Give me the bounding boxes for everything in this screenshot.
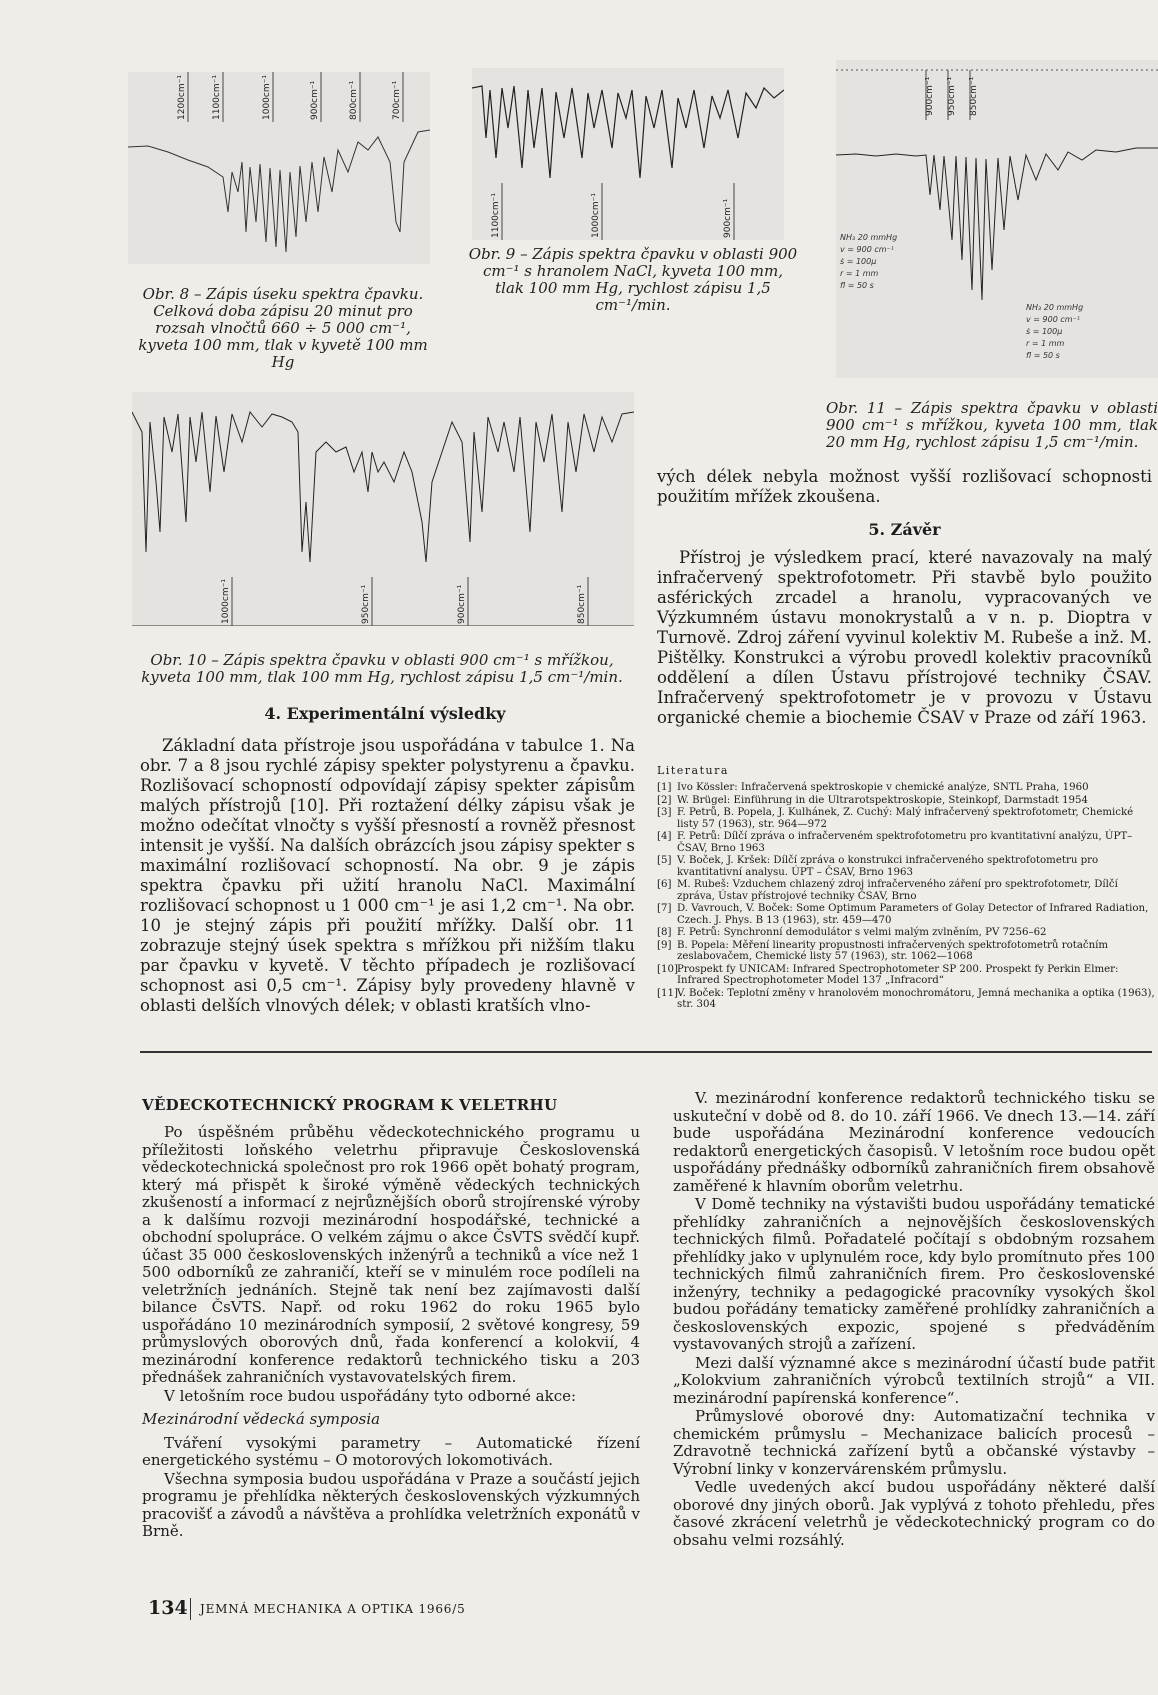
- fig11-trace: [836, 148, 1158, 300]
- reference-number: [4]: [657, 831, 672, 842]
- reference-number: [8]: [657, 927, 672, 938]
- footer-separator: [190, 1598, 191, 1620]
- reference-text: W. Brügel: Einführung in die Ultrarotspektroskopie, Steinkopf, Darmstadt 1954: [677, 794, 1088, 806]
- article-2-paragraph: V letošním roce budou uspořádány tyto odborné akce:: [164, 1386, 577, 1405]
- section-4-continuation: [657, 467, 1152, 507]
- fig11-note1-line2: v = 900 cm⁻¹: [840, 245, 894, 254]
- reference-number: [2]: [657, 794, 672, 806]
- figure-10-label: Obr. 10: [150, 651, 207, 669]
- fig11-note2-line5: fl = 50 s: [1026, 351, 1060, 360]
- fig8-trace: [128, 130, 430, 252]
- figure-9-spectrum: [472, 68, 784, 240]
- fig8-tick-900: 900cm⁻¹: [310, 80, 320, 120]
- fig10-trace: [132, 412, 634, 562]
- reference-text: D. Vavrouch, V. Boček: Some Optimum Parameters of Golay Detector of Infrared Radiation, Czech. J. Phys. B 13 (1963), str. 459—470: [677, 903, 1149, 926]
- fig11-tick-950: 950cm⁻¹: [947, 76, 957, 116]
- fig10-tick-1000: 1000cm⁻¹: [221, 579, 231, 624]
- reference-number: [3]: [657, 807, 672, 818]
- section-4-paragraph: Základní data přístroje jsou uspořádána v tabulce 1. Na obr. 7 a 8 jsou rychlé zápisy spekter polystyrenu a čpavku. Rozlišovací schopností odpovídají zápisy spekter zápisům malých přístrojů [10]. Při roztažení délky zápisu však je možno odečítat vlnočty s vyšší přesností a rovněž přesnost intensit je vyšší. Na dalších obrázcích jsou zápisy spekter s maximální rozlišovací schopností. Na obr. 9 je zápis spektra čpavku při užití hranolu NaCl. Maximální rozlišovací schopnost u 1 000 cm⁻¹ je asi 1,2 cm⁻¹. Na obr. 10 je stejný zápis při použití mřížky. Další obr. 11 zobrazuje stejný úsek spektra s mřížkou při nižším tlaku par čpavku v kyvetě. V těchto případech je rozlišovací schopnost asi 0,5 cm⁻¹. Zápisy byly provedeny hlavně v oblasti delších vlnových délek; v oblasti kratších vlno-: [140, 736, 635, 1015]
- article-2-right-column: [673, 1090, 1155, 1550]
- literature-list: [657, 782, 1155, 1012]
- fig11-tick-900: 900cm⁻¹: [925, 76, 935, 116]
- fig10-tick-850: 850cm⁻¹: [577, 584, 587, 624]
- article-2-paragraph: Vedle uvedených akcí budou uspořádány některé další oborové dny jiných oborů. Jak vyplývá z tohoto přehledu, přes časové zkrácení veletrhů je vědeckotechnický program co do obsahu velmi rozsáhlý.: [673, 1478, 1155, 1549]
- section-5-heading: 5. Závěr: [868, 520, 941, 539]
- section-5-paragraph: Přístroj je výsledkem prací, které navazovaly na malý infračervený spektrofotometr. Při stavbě bylo použito asférických zrcadel a hranolu, vypracovaných ve Výzkumném ústavu monokrystalů a v n. p. Dioptra v Turnově. Zdroj záření vyvinul kolektiv M. Rubeše a inž. M. Pištělky. Konstrukci a výrobu provedl kolektiv pracovníků oddělení a dílen Ústavu přístrojové techniky ČSAV. Infračervený spektrofotometr je v provozu v Ústavu organické chemie a biochemie ČSAV v Praze od září 1963.: [657, 548, 1152, 727]
- figure-9-caption: [468, 246, 798, 314]
- reference-text: B. Popela: Měření linearity propustnosti infračervených spektrofotometrů rotačním zeslabovačem, Chemické listy 57 (1963), str. 1062—1068: [677, 939, 1109, 962]
- reference-number: [10]: [657, 963, 678, 975]
- reference-item: [657, 903, 1155, 926]
- reference-number: [5]: [657, 855, 672, 866]
- figure-10-caption: [132, 652, 632, 686]
- fig11-note1-line5: fl = 50 s: [840, 281, 874, 290]
- article-2-paragraph: V. mezinárodní konference redaktorů technického tisku se uskuteční v době od 8. do 10. září 1966. Ve dnech 13.—14. září bude uspořádána Mezinárodní konference vedoucích redaktorů energetických časopisů. V letošním roce budou opět uspořádány přednášky odborníků zahraničních firem obsahově zaměřené k hlavním oborům veletrhu.: [673, 1089, 1155, 1195]
- fig8-tick-1200: 1200cm⁻¹: [177, 75, 187, 120]
- reference-text: F. Petrů, B. Popela, J. Kulhánek, Z. Cuchý: Malý infračervený spektrofotometr, Chemické listy 57 (1963), str. 964—972: [677, 807, 1134, 830]
- article-2-paragraph: Všechna symposia budou uspořádána v Praze a součástí jejich programu je přehlídka některých československých výzkumných pracovišť a závodů a návštěva a prohlídka veletržních exponátů v Brně.: [142, 1469, 640, 1540]
- reference-text: V. Boček: Teplotní změny v hranolovém monochromátoru, Jemná mechanika a optika (1963), str. 304: [677, 987, 1155, 1010]
- reference-item: [657, 879, 1155, 902]
- fig11-note2-line4: r = 1 mm: [1026, 339, 1065, 348]
- fig8-tick-1100: 1100cm⁻¹: [212, 75, 222, 120]
- fig11-note1-line3: ṡ = 100μ: [840, 257, 877, 266]
- fig10-tick-900: 900cm⁻¹: [457, 584, 467, 624]
- article-2-paragraph: Mezi další významné akce s mezinárodní účastí bude patřit „Kolokvium zahraničních výrobců textilních strojů“ a VII. mezinárodní papírenská konference“.: [673, 1353, 1155, 1407]
- figure-11-caption: [826, 400, 1158, 451]
- journal-name: JEMNÁ MECHANIKA A OPTIKA 1966/5: [200, 1602, 466, 1616]
- reference-number: [6]: [657, 879, 672, 890]
- figure-11-label: Obr. 11: [826, 399, 886, 417]
- reference-number: [1]: [657, 782, 672, 793]
- figure-11-spectrum: [836, 60, 1158, 378]
- reference-number: [7]: [657, 903, 672, 914]
- reference-text: F. Petrů: Synchronní demodulátor s velmi malým zvlněním, PV 7256–62: [677, 927, 1047, 938]
- fig9-tick-1100: 1100cm⁻¹: [491, 193, 501, 238]
- reference-number: [11]: [657, 987, 678, 999]
- reference-text: Prospekt fy UNICAM: Infrared Spectrophotometer SP 200. Prospekt fy Perkin Elmer: Infrared Spectrophotometer Model 137 „Infracord“: [677, 963, 1119, 986]
- reference-item: [657, 807, 1155, 830]
- reference-item: [657, 795, 1155, 807]
- reference-item: [657, 964, 1155, 987]
- figure-8-spectrum: [128, 72, 430, 264]
- figure-10-spectrum: [132, 392, 634, 626]
- article-2-paragraph: Po úspěšném průběhu vědeckotechnického programu u příležitosti loňského veletrhu připravuje Československá vědeckotechnická společnost pro rok 1966 opět bohatý program, který má přispět k široké výměně vědeckých technických zkušeností a informací z nejrůznějších oborů strojírenské výroby a k dalšímu rozvoji mezinárodní hospodářské, technické a obchodní spolupráce. O velkém zájmu o akce ČsVTS svědčí kupř. účast 35 000 československých inženýrů a techniků a více než 1 500 odborníků ze zahraničí, kteří se v minulém roce podíleli na veletržních jednáních. Stejně tak není bez zajímavosti další bilance ČsVTS. Např. od roku 1962 do roku 1965 bylo uspořádáno 10 mezinárodních symposií, 2 světové kongresy, 59 průmyslových oborových dnů, řada konferencí a kolokvií, 4 mezinárodní konference redaktorů technického tisku a 203 přednášek zahraničních vystavovatelských firem.: [142, 1123, 640, 1386]
- figure-9-label: Obr. 9: [468, 245, 516, 263]
- fig11-note1-line4: r = 1 mm: [840, 269, 879, 278]
- reference-text: Ivo Kössler: Infračervená spektroskopie v chemické analýze, SNTL Praha, 1960: [677, 782, 1089, 793]
- reference-item: [657, 855, 1155, 878]
- section-4-body: [140, 736, 635, 1016]
- section-5-body: [657, 548, 1152, 728]
- reference-number: [9]: [657, 939, 672, 951]
- fig11-note2-line2: v = 900 cm⁻¹: [1026, 315, 1080, 324]
- reference-text: F. Petrů: Dílčí zpráva o infračerveném spektrofotometru pro kvantitativní analýzu, ÚPT–ČSAV, Brno 1963: [677, 831, 1133, 854]
- section-4-continuation-text: vých délek nebyla možnost vyšší rozlišovací schopnosti použitím mřížek zkoušena.: [657, 467, 1152, 506]
- fig8-tick-1000: 1000cm⁻¹: [262, 75, 272, 120]
- page-number: 134: [148, 1597, 188, 1619]
- reference-text: V. Boček, J. Kršek: Dílčí zpráva o konstrukci infračerveného spektrofotometru pro kvantitativní analysu. ÚPT – ČSAV, Brno 1963: [677, 855, 1099, 878]
- section-4-heading: 4. Experimentální výsledky: [264, 704, 506, 723]
- fig10-tick-950: 950cm⁻¹: [361, 584, 371, 624]
- fig11-note1-line1: NH₃ 20 mmHg: [840, 233, 898, 242]
- article-2-title: VĚDECKOTECHNICKÝ PROGRAM K VELETRHU: [142, 1096, 558, 1114]
- fig8-tick-700: 700cm⁻¹: [392, 80, 402, 120]
- figure-8-label: Obr. 8: [142, 285, 190, 303]
- figure-9-text: – Zápis spektra čpavku v oblasti 900 cm⁻¹ s hranolem NaCl, kyveta 100 mm, tlak 100 mm Hg, rychlost zápisu 1,5 cm⁻¹/min.: [482, 245, 798, 314]
- section-divider: [140, 1051, 1152, 1053]
- reference-item: [657, 940, 1155, 963]
- symposia-heading: Mezinárodní vědecká symposia: [142, 1410, 381, 1428]
- fig11-note2-line3: ṡ = 100μ: [1026, 327, 1063, 336]
- fig9-tick-900: 900cm⁻¹: [723, 198, 733, 238]
- article-2-paragraph: Průmyslové oborové dny: Automatizační technika v chemickém průmyslu – Mechanizace balicích procesů – Zdravotně technická zařízení bytů a občanské výstavby – Výrobní linky v konzervárenském průmyslu.: [673, 1407, 1155, 1478]
- reference-item: [657, 782, 1155, 794]
- fig11-tick-850: 850cm⁻¹: [969, 76, 979, 116]
- fig9-trace: [472, 86, 784, 178]
- reference-item: [657, 831, 1155, 854]
- article-2-paragraph: Tváření vysokými parametry – Automatické řízení energetického systému – O motorových lokomotivách.: [142, 1433, 640, 1469]
- reference-item: [657, 927, 1155, 939]
- fig9-tick-1000: 1000cm⁻¹: [591, 193, 601, 238]
- fig8-tick-800: 800cm⁻¹: [349, 80, 359, 120]
- figure-8-caption: [128, 286, 438, 371]
- reference-text: M. Rubeš: Vzduchem chlazený zdroj infračerveného záření pro spektrofotometr, Dílčí zpráva, Ústav přístrojové techniky ČSAV, Brno: [677, 879, 1118, 902]
- figure-10-text: – Zápis spektra čpavku v oblasti 900 cm⁻¹ s mřížkou, kyveta 100 mm, tlak 100 mm Hg, rychlost zápisu 1,5 cm⁻¹/min.: [141, 651, 623, 686]
- figure-11-text: – Zápis spektra čpavku v oblasti 900 cm⁻¹ s mřížkou, kyveta 100 mm, tlak 20 mm Hg, rychlost zápisu 1,5 cm⁻¹/min.: [826, 399, 1158, 451]
- reference-item: [657, 988, 1155, 1011]
- article-2-left-column: [142, 1124, 640, 1542]
- figure-8-text: – Zápis úseku spektra čpavku. Celková doba zápisu 20 minut pro rozsah vlnočtů 660 ÷ 5 000 cm⁻¹, kyveta 100 mm, tlak v kyvetě 100 mm Hg: [138, 285, 428, 371]
- article-2-paragraph: V Domě techniky na výstavišti budou uspořádány tematické přehlídky zahraničních a nejnovějších československých technických filmů. Pořadatelé počítají s obdobným rozsahem přehlídky jako v uplynulém roce, kdy bylo promítnuto přes 100 technických filmů zahraničních firem. Pro československé inženýry, techniky a pedagogické pracovníky vysokých škol budou pořádány tematicky zaměřené prohlídky zahraničních a československých expozic, spojené s předváděním vystavovaných strojů a zařízení.: [673, 1195, 1155, 1353]
- fig11-note2-line1: NH₃ 20 mmHg: [1026, 303, 1084, 312]
- literature-heading: Literatura: [657, 764, 729, 777]
